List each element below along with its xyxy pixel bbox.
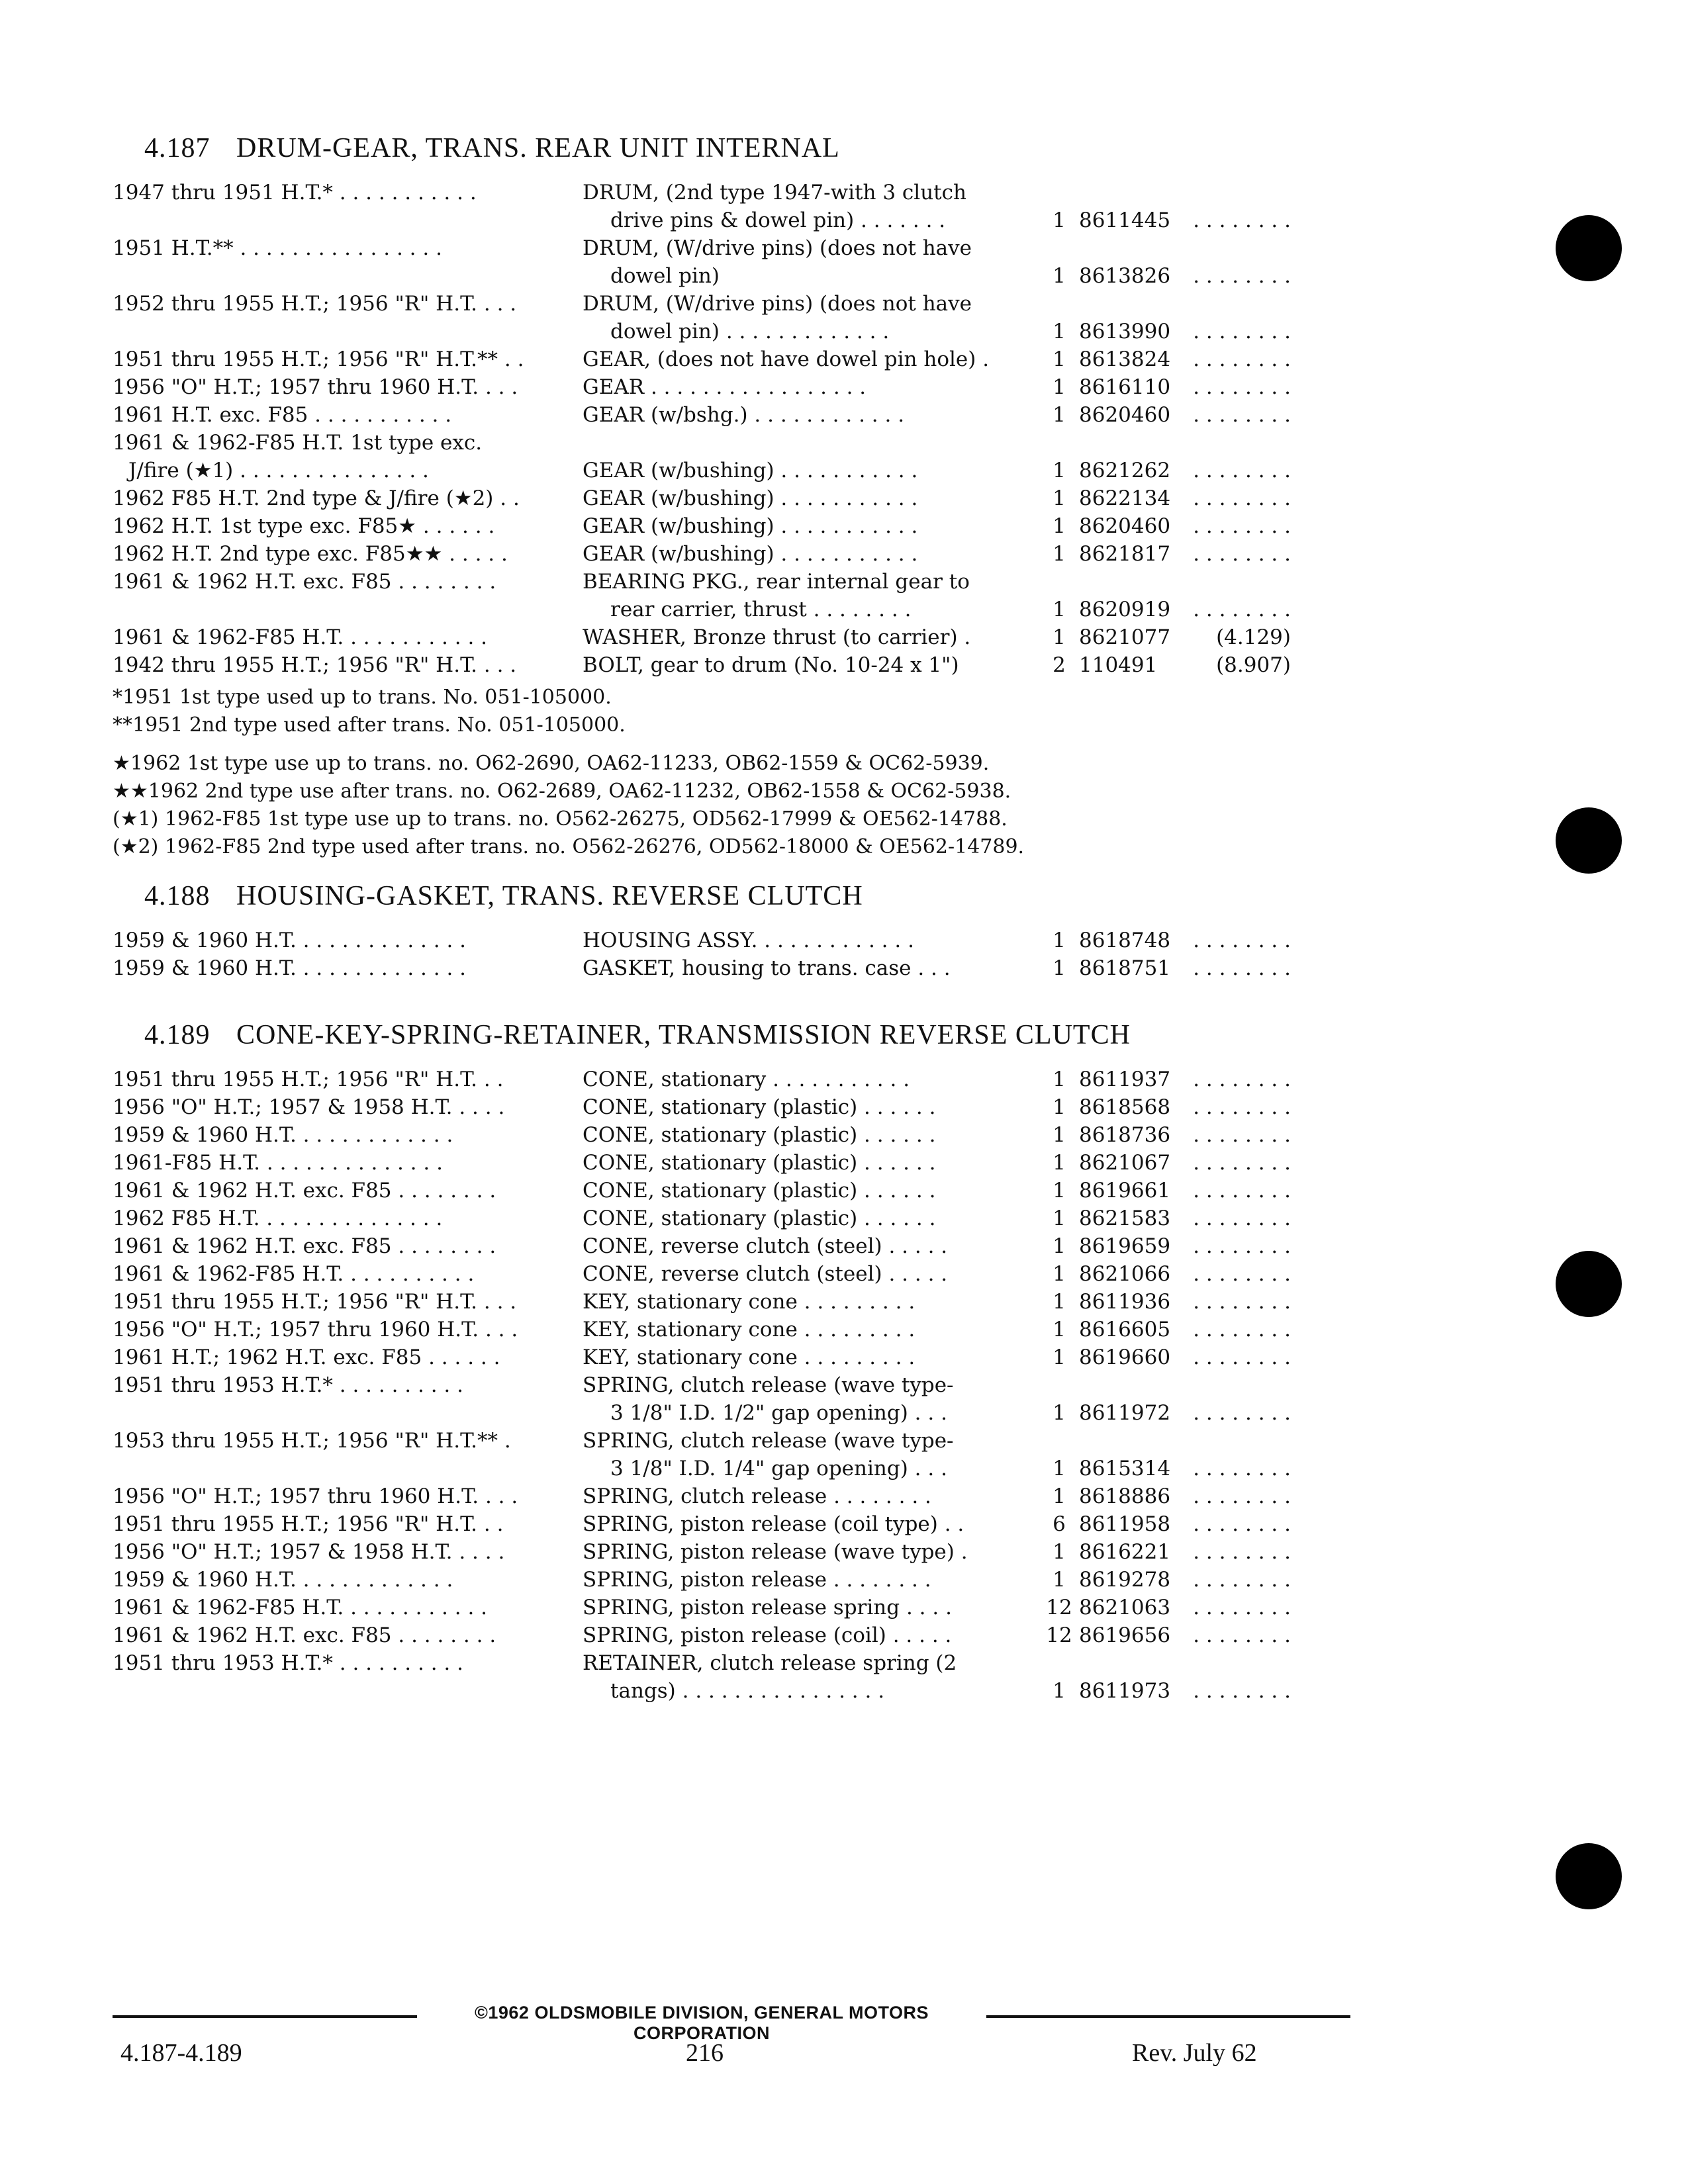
application-cell: 1951 thru 1955 H.T.; 1956 "R" H.T. . .: [113, 1068, 504, 1091]
description-cell: drive pins & dowel pin) . . . . . . .: [610, 208, 946, 232]
description-cell: CONE, stationary (plastic) . . . . . .: [583, 1123, 936, 1147]
description-cell: BOLT, gear to drum (No. 10-24 x 1"): [583, 653, 959, 677]
application-cell: 1961 H.T. exc. F85 . . . . . . . . . . .: [113, 403, 452, 427]
table-row: [113, 1316, 1350, 1343]
table-row: [113, 1455, 1350, 1482]
application-cell: 1959 & 1960 H.T. . . . . . . . . . . . .: [113, 1123, 453, 1147]
application-cell: 1961-F85 H.T. . . . . . . . . . . . . . .: [113, 1151, 443, 1175]
description-cell: GEAR (w/bushing) . . . . . . . . . . .: [583, 486, 918, 510]
part-number-cell: [1079, 290, 1165, 318]
table-row: [113, 1343, 1350, 1371]
application-cell: [113, 262, 576, 290]
table-row: [113, 1649, 1350, 1677]
quantity-cell: 1: [1053, 1095, 1066, 1119]
application-cell: 1951 thru 1955 H.T.; 1956 "R" H.T. . .: [113, 1512, 504, 1536]
reference-cell: . . . . . . . .: [1193, 320, 1291, 343]
application-cell: 1959 & 1960 H.T. . . . . . . . . . . . . .: [113, 929, 467, 952]
reference-cell: . . . . . . . .: [1193, 1068, 1291, 1091]
reference-cell: [1165, 1371, 1291, 1399]
quantity-cell: 1: [1053, 1568, 1066, 1592]
part-number-cell: 8611973: [1079, 1679, 1171, 1703]
reference-cell: . . . . . . . .: [1193, 1318, 1291, 1342]
part-number-cell: 8619660: [1079, 1345, 1171, 1369]
section-heading: [144, 132, 1350, 164]
part-number-cell: 8619656: [1079, 1623, 1171, 1647]
description-cell: GEAR (w/bshg.) . . . . . . . . . . . .: [583, 403, 905, 427]
table-row: [113, 1149, 1350, 1177]
part-number-cell: 8621063: [1079, 1596, 1171, 1619]
description-cell: [576, 429, 1039, 457]
table-row: [113, 1260, 1350, 1288]
table-row: [113, 1232, 1350, 1260]
application-cell: 1951 thru 1955 H.T.; 1956 "R" H.T.** . .: [113, 347, 524, 371]
application-cell: 1962 H.T. 2nd type exc. F85★★ . . . . .: [113, 542, 508, 566]
section-title: CONE-KEY-SPRING-RETAINER, TRANSMISSION REVERSE CLUTCH: [236, 1020, 1131, 1050]
table-row: [113, 1510, 1350, 1538]
reference-cell: . . . . . . . .: [1193, 264, 1291, 288]
part-number-cell: 8621066: [1079, 1262, 1171, 1286]
reference-cell: . . . . . . . .: [1193, 1345, 1291, 1369]
footnote: **1951 2nd type used after trans. No. 051-105000.: [113, 713, 626, 737]
reference-cell: . . . . . . . .: [1193, 598, 1291, 621]
table-row: [113, 1621, 1350, 1649]
table-row: [113, 1566, 1350, 1594]
part-number-cell: 8621077: [1079, 625, 1171, 649]
table-row: [113, 373, 1350, 401]
quantity-cell: 1: [1053, 1345, 1066, 1369]
section-number: 4.189: [144, 1020, 211, 1050]
reference-cell: . . . . . . . .: [1193, 208, 1291, 232]
part-number-cell: 110491: [1079, 653, 1158, 677]
quantity-cell: 1: [1053, 929, 1066, 952]
application-cell: 1951 thru 1953 H.T.* . . . . . . . . . .: [113, 1373, 463, 1397]
description-cell: KEY, stationary cone . . . . . . . . .: [583, 1318, 915, 1342]
application-cell: 1951 thru 1953 H.T.* . . . . . . . . . .: [113, 1651, 463, 1675]
application-cell: [113, 206, 576, 234]
quantity-cell: 1: [1053, 598, 1066, 621]
quantity-cell: 1: [1053, 486, 1066, 510]
description-cell: SPRING, clutch release . . . . . . . .: [583, 1484, 931, 1508]
section-title: HOUSING-GASKET, TRANS. REVERSE CLUTCH: [236, 881, 863, 911]
part-number-cell: 8621067: [1079, 1151, 1171, 1175]
quantity-cell: [1039, 1427, 1079, 1455]
binder-hole: [1556, 807, 1622, 874]
reference-cell: . . . . . . . .: [1193, 486, 1291, 510]
description-cell: dowel pin): [610, 264, 720, 288]
reference-cell: . . . . . . . .: [1193, 1179, 1291, 1203]
reference-cell: . . . . . . . .: [1193, 1484, 1291, 1508]
description-cell: 3 1/8" I.D. 1/4" gap opening) . . .: [610, 1457, 947, 1480]
binder-hole: [1556, 215, 1622, 281]
application-cell: [113, 1399, 576, 1427]
table-row: [113, 262, 1350, 290]
description-cell: SPRING, clutch release (wave type-: [583, 1429, 954, 1453]
table-row: [113, 1538, 1350, 1566]
footer-rule: [986, 2015, 1350, 2018]
reference-cell: . . . . . . . .: [1193, 1095, 1291, 1119]
reference-cell: . . . . . . . .: [1193, 1123, 1291, 1147]
reference-cell: . . . . . . . .: [1193, 1596, 1291, 1619]
quantity-cell: 1: [1053, 1679, 1066, 1703]
part-number-cell: 8611936: [1079, 1290, 1171, 1314]
description-cell: CONE, stationary (plastic) . . . . . .: [583, 1179, 936, 1203]
part-number-cell: 8622134: [1079, 486, 1171, 510]
description-cell: SPRING, piston release (coil) . . . . .: [583, 1623, 952, 1647]
application-cell: 1952 thru 1955 H.T.; 1956 "R" H.T. . . .: [113, 292, 517, 316]
quantity-cell: 1: [1053, 208, 1066, 232]
quantity-cell: 1: [1053, 1401, 1066, 1425]
reference-cell: . . . . . . . .: [1193, 1540, 1291, 1564]
part-number-cell: 8613824: [1079, 347, 1171, 371]
part-number-cell: 8620919: [1079, 598, 1171, 621]
reference-cell: . . . . . . . .: [1193, 1512, 1291, 1536]
description-cell: CONE, reverse clutch (steel) . . . . .: [583, 1234, 948, 1258]
part-number-cell: 8619278: [1079, 1568, 1171, 1592]
table-row: [113, 318, 1350, 345]
application-cell: 1961 & 1962 H.T. exc. F85 . . . . . . . .: [113, 1623, 496, 1647]
quantity-cell: 1: [1053, 1484, 1066, 1508]
reference-cell: . . . . . . . .: [1193, 1568, 1291, 1592]
reference-cell: . . . . . . . .: [1193, 347, 1291, 371]
description-cell: KEY, stationary cone . . . . . . . . .: [583, 1345, 915, 1369]
part-number-cell: 8616221: [1079, 1540, 1171, 1564]
quantity-cell: 1: [1053, 1262, 1066, 1286]
reference-cell: . . . . . . . .: [1193, 929, 1291, 952]
part-number-cell: [1079, 429, 1165, 457]
description-cell: DRUM, (W/drive pins) (does not have: [583, 292, 972, 316]
application-cell: 1959 & 1960 H.T. . . . . . . . . . . . .: [113, 1568, 453, 1592]
quantity-cell: [1039, 290, 1079, 318]
application-cell: [113, 1455, 576, 1482]
application-cell: 1956 "O" H.T.; 1957 thru 1960 H.T. . . .: [113, 1318, 518, 1342]
description-cell: CONE, stationary . . . . . . . . . . .: [583, 1068, 910, 1091]
part-number-cell: [1079, 1649, 1165, 1677]
reference-cell: . . . . . . . .: [1193, 1206, 1291, 1230]
application-cell: 1956 "O" H.T.; 1957 thru 1960 H.T. . . .: [113, 1484, 518, 1508]
quantity-cell: 1: [1053, 403, 1066, 427]
binder-hole: [1556, 1843, 1622, 1909]
quantity-cell: 1: [1053, 1151, 1066, 1175]
section-4-188: [113, 880, 1350, 982]
reference-cell: [1165, 179, 1291, 206]
quantity-cell: 1: [1053, 1290, 1066, 1314]
table-row: [113, 179, 1350, 206]
quantity-cell: 1: [1053, 514, 1066, 538]
application-cell: 1951 H.T.** . . . . . . . . . . . . . . . .: [113, 236, 442, 260]
reference-cell: . . . . . . . .: [1193, 542, 1291, 566]
description-cell: GEAR (w/bushing) . . . . . . . . . . .: [583, 459, 918, 482]
part-number-cell: [1079, 1371, 1165, 1399]
reference-cell: (4.129): [1216, 625, 1291, 649]
reference-cell: . . . . . . . .: [1193, 1290, 1291, 1314]
quantity-cell: [1039, 179, 1079, 206]
description-cell: GEAR, (does not have dowel pin hole) .: [583, 347, 990, 371]
quantity-cell: 1: [1053, 347, 1066, 371]
table-row: [113, 1399, 1350, 1427]
description-cell: GEAR (w/bushing) . . . . . . . . . . .: [583, 542, 918, 566]
description-cell: GEAR (w/bushing) . . . . . . . . . . .: [583, 514, 918, 538]
footnote: ★1962 1st type use up to trans. no. O62-2690, OA62-11233, OB62-1559 & OC62-5939.: [113, 752, 990, 775]
quantity-cell: [1039, 234, 1079, 262]
quantity-cell: 12: [1046, 1596, 1072, 1619]
binder-hole: [1556, 1251, 1622, 1317]
description-cell: SPRING, piston release (coil type) . .: [583, 1512, 964, 1536]
part-number-cell: [1079, 1427, 1165, 1455]
table-row: [113, 596, 1350, 623]
application-cell: 1961 & 1962-F85 H.T. 1st type exc.: [113, 431, 483, 455]
table-row: [113, 1288, 1350, 1316]
reference-cell: . . . . . . . .: [1193, 1151, 1291, 1175]
part-number-cell: 8618568: [1079, 1095, 1171, 1119]
part-number-cell: 8611937: [1079, 1068, 1171, 1091]
application-cell: [113, 1677, 576, 1705]
reference-cell: . . . . . . . .: [1193, 1623, 1291, 1647]
table-row: [113, 927, 1350, 954]
description-cell: KEY, stationary cone . . . . . . . . .: [583, 1290, 915, 1314]
table-row: [113, 1066, 1350, 1093]
application-cell: 1962 H.T. 1st type exc. F85★ . . . . . .: [113, 514, 495, 538]
part-number-cell: [1079, 179, 1165, 206]
part-number-cell: 8619661: [1079, 1179, 1171, 1203]
copyright-line: ©1962 OLDSMOBILE DIVISION, GENERAL MOTORS CORPORATION: [474, 2003, 929, 2043]
table-row: [113, 1677, 1350, 1705]
part-number-cell: 8621262: [1079, 459, 1171, 482]
table-row: [113, 345, 1350, 373]
part-number-cell: 8620460: [1079, 514, 1171, 538]
table-row: [113, 1177, 1350, 1205]
description-cell: RETAINER, clutch release spring (2: [583, 1651, 957, 1675]
part-number-cell: 8618748: [1079, 929, 1171, 952]
reference-cell: . . . . . . . .: [1193, 403, 1291, 427]
table-row: [113, 401, 1350, 429]
quantity-cell: 1: [1053, 459, 1066, 482]
description-cell: DRUM, (2nd type 1947-with 3 clutch: [583, 181, 966, 205]
reference-cell: [1165, 1427, 1291, 1455]
description-cell: 3 1/8" I.D. 1/2" gap opening) . . .: [610, 1401, 947, 1425]
application-cell: 1956 "O" H.T.; 1957 & 1958 H.T. . . . .: [113, 1095, 505, 1119]
application-cell: 1961 & 1962 H.T. exc. F85 . . . . . . . .: [113, 570, 496, 594]
description-cell: SPRING, piston release spring . . . .: [583, 1596, 952, 1619]
quantity-cell: 12: [1046, 1623, 1072, 1647]
section-heading: [144, 880, 1350, 912]
quantity-cell: 1: [1053, 1457, 1066, 1480]
application-cell: 1961 & 1962 H.T. exc. F85 . . . . . . . .: [113, 1234, 496, 1258]
application-cell: J/fire (★1) . . . . . . . . . . . . . . .: [128, 459, 429, 482]
description-cell: SPRING, clutch release (wave type-: [583, 1373, 954, 1397]
reference-cell: . . . . . . . .: [1193, 1262, 1291, 1286]
table-row: [113, 954, 1350, 982]
application-cell: 1961 & 1962-F85 H.T. . . . . . . . . . . .: [113, 1596, 488, 1619]
part-number-cell: [1079, 234, 1165, 262]
part-number-cell: 8611972: [1079, 1401, 1171, 1425]
reference-cell: (8.907): [1216, 653, 1291, 677]
part-number-cell: 8621817: [1079, 542, 1171, 566]
description-cell: WASHER, Bronze thrust (to carrier) .: [583, 625, 971, 649]
section-number: 4.187: [144, 133, 211, 163]
quantity-cell: [1039, 1649, 1079, 1677]
quantity-cell: 1: [1053, 1068, 1066, 1091]
table-row: [113, 540, 1350, 568]
parts-table: [113, 179, 1350, 679]
table-row: [113, 1427, 1350, 1455]
application-cell: 1953 thru 1955 H.T.; 1956 "R" H.T.** .: [113, 1429, 511, 1453]
part-number-cell: 8618751: [1079, 956, 1171, 980]
part-number-cell: 8615314: [1079, 1457, 1171, 1480]
section-heading: [144, 1019, 1350, 1051]
quantity-cell: 1: [1053, 320, 1066, 343]
reference-cell: . . . . . . . .: [1193, 1679, 1291, 1703]
table-row: [113, 290, 1350, 318]
footer-rule: [113, 2015, 417, 2018]
table-row: [113, 1205, 1350, 1232]
part-number-cell: 8611958: [1079, 1512, 1171, 1536]
description-cell: DRUM, (W/drive pins) (does not have: [583, 236, 972, 260]
quantity-cell: 1: [1053, 1318, 1066, 1342]
table-row: [113, 1594, 1350, 1621]
application-cell: 1962 F85 H.T. . . . . . . . . . . . . . .: [113, 1206, 443, 1230]
reference-cell: . . . . . . . .: [1193, 514, 1291, 538]
application-cell: 1961 & 1962-F85 H.T. . . . . . . . . . .: [113, 1262, 475, 1286]
description-cell: GEAR . . . . . . . . . . . . . . . . .: [583, 375, 867, 399]
part-number-cell: 8620460: [1079, 403, 1171, 427]
application-cell: 1951 thru 1955 H.T.; 1956 "R" H.T. . . .: [113, 1290, 517, 1314]
quantity-cell: [1039, 568, 1079, 596]
quantity-cell: 1: [1053, 375, 1066, 399]
quantity-cell: 1: [1053, 542, 1066, 566]
application-cell: [113, 596, 576, 623]
section-4-187: [113, 132, 1350, 860]
revision-date: Rev. July 62: [1132, 2039, 1257, 2067]
quantity-cell: 1: [1053, 956, 1066, 980]
table-row: [113, 234, 1350, 262]
footnote: (★2) 1962-F85 2nd type used after trans. no. O562-26276, OD562-18000 & OE562-14789.: [113, 835, 1025, 858]
description-cell: SPRING, piston release (wave type) .: [583, 1540, 968, 1564]
application-cell: 1961 & 1962 H.T. exc. F85 . . . . . . . .: [113, 1179, 496, 1203]
reference-cell: [1165, 568, 1291, 596]
application-cell: 1956 "O" H.T.; 1957 thru 1960 H.T. . . .: [113, 375, 518, 399]
part-number-cell: 8618736: [1079, 1123, 1171, 1147]
footnote: *1951 1st type used up to trans. No. 051-105000.: [113, 686, 612, 709]
quantity-cell: 2: [1053, 653, 1066, 677]
description-cell: CONE, stationary (plastic) . . . . . .: [583, 1095, 936, 1119]
reference-cell: [1165, 234, 1291, 262]
footnote: (★1) 1962-F85 1st type use up to trans. no. O562-26275, OD562-17999 & OE562-14788.: [113, 807, 1008, 831]
description-cell: BEARING PKG., rear internal gear to: [583, 570, 970, 594]
application-cell: 1956 "O" H.T.; 1957 & 1958 H.T. . . . .: [113, 1540, 505, 1564]
part-number-cell: 8613826: [1079, 264, 1171, 288]
application-cell: 1962 F85 H.T. 2nd type & J/fire (★2) . .: [113, 486, 520, 510]
table-row: [113, 1371, 1350, 1399]
quantity-cell: 1: [1053, 1123, 1066, 1147]
page-number: 216: [686, 2039, 724, 2067]
quantity-cell: 1: [1053, 625, 1066, 649]
table-row: [113, 651, 1350, 679]
table-row: [113, 1093, 1350, 1121]
section-4-189: [113, 1019, 1350, 1705]
footnote: ★★1962 2nd type use after trans. no. O62-2689, OA62-11232, OB62-1558 & OC62-5938.: [113, 780, 1011, 803]
quantity-cell: 6: [1053, 1512, 1066, 1536]
part-number-cell: [1079, 568, 1165, 596]
section-range: 4.187-4.189: [120, 2039, 242, 2067]
section-number: 4.188: [144, 881, 211, 911]
part-number-cell: 8616110: [1079, 375, 1171, 399]
part-number-cell: 8611445: [1079, 208, 1171, 232]
reference-cell: . . . . . . . .: [1193, 956, 1291, 980]
reference-cell: . . . . . . . .: [1193, 1401, 1291, 1425]
application-cell: 1961 H.T.; 1962 H.T. exc. F85 . . . . . .: [113, 1345, 500, 1369]
application-cell: 1959 & 1960 H.T. . . . . . . . . . . . . .: [113, 956, 467, 980]
part-number-cell: 8621583: [1079, 1206, 1171, 1230]
application-cell: 1961 & 1962-F85 H.T. . . . . . . . . . . .: [113, 625, 488, 649]
table-row: [113, 206, 1350, 234]
reference-cell: [1165, 429, 1291, 457]
application-cell: 1947 thru 1951 H.T.* . . . . . . . . . . .: [113, 181, 477, 205]
part-number-cell: 8619659: [1079, 1234, 1171, 1258]
table-row: [113, 1482, 1350, 1510]
table-row: [113, 429, 1350, 457]
parts-table: [113, 927, 1350, 982]
reference-cell: . . . . . . . .: [1193, 1234, 1291, 1258]
part-number-cell: 8613990: [1079, 320, 1171, 343]
table-row: [113, 512, 1350, 540]
reference-cell: . . . . . . . .: [1193, 459, 1291, 482]
table-row: [113, 484, 1350, 512]
description-cell: CONE, stationary (plastic) . . . . . .: [583, 1151, 936, 1175]
reference-cell: [1165, 290, 1291, 318]
description-cell: CONE, reverse clutch (steel) . . . . .: [583, 1262, 948, 1286]
table-row: [113, 457, 1350, 484]
reference-cell: [1165, 1649, 1291, 1677]
section-title: DRUM-GEAR, TRANS. REAR UNIT INTERNAL: [236, 133, 840, 163]
quantity-cell: [1039, 1371, 1079, 1399]
quantity-cell: 1: [1053, 1234, 1066, 1258]
quantity-cell: 1: [1053, 1540, 1066, 1564]
table-row: [113, 568, 1350, 596]
description-cell: tangs) . . . . . . . . . . . . . . . .: [610, 1679, 885, 1703]
application-cell: 1942 thru 1955 H.T.; 1956 "R" H.T. . . .: [113, 653, 517, 677]
part-number-cell: 8616605: [1079, 1318, 1171, 1342]
quantity-cell: [1039, 429, 1079, 457]
quantity-cell: 1: [1053, 264, 1066, 288]
application-cell: [113, 318, 576, 345]
table-row: [113, 623, 1350, 651]
reference-cell: . . . . . . . .: [1193, 375, 1291, 399]
description-cell: GASKET, housing to trans. case . . .: [583, 956, 951, 980]
part-number-cell: 8618886: [1079, 1484, 1171, 1508]
description-cell: CONE, stationary (plastic) . . . . . .: [583, 1206, 936, 1230]
table-row: [113, 1121, 1350, 1149]
description-cell: dowel pin) . . . . . . . . . . . . .: [610, 320, 890, 343]
quantity-cell: 1: [1053, 1206, 1066, 1230]
reference-cell: . . . . . . . .: [1193, 1457, 1291, 1480]
description-cell: HOUSING ASSY. . . . . . . . . . . . .: [583, 929, 914, 952]
quantity-cell: 1: [1053, 1179, 1066, 1203]
description-cell: rear carrier, thrust . . . . . . . .: [610, 598, 912, 621]
footnotes: [113, 684, 1350, 860]
parts-table: [113, 1066, 1350, 1705]
description-cell: SPRING, piston release . . . . . . . .: [583, 1568, 931, 1592]
